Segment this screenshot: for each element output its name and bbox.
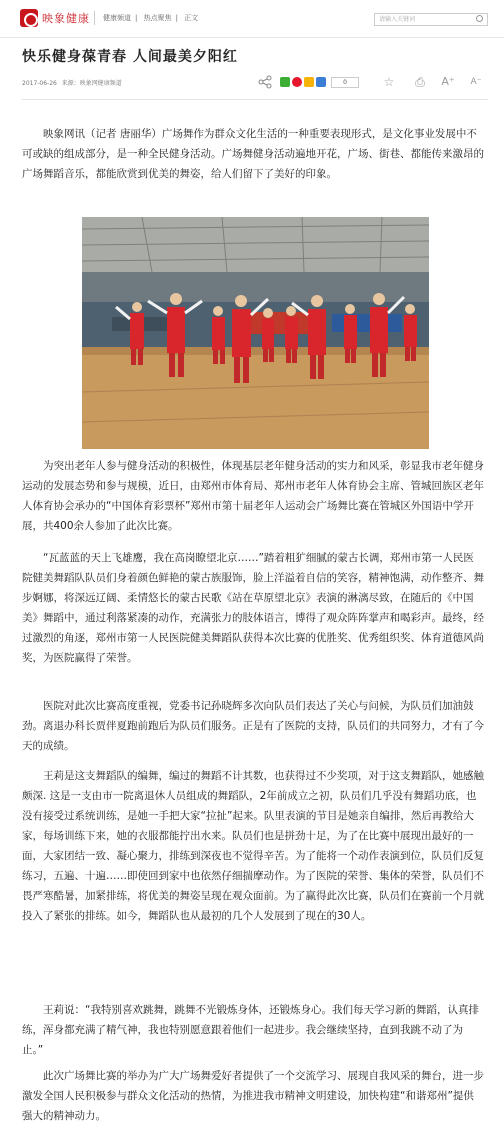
top-navigation-bar [0, 0, 504, 38]
site-logo-text[interactable]: 映象健康 [42, 12, 90, 25]
wechat-share-icon[interactable] [280, 77, 290, 87]
article-paragraph: 映象网讯（记者 唐丽华）广场舞作为群众文化生活的一种重要表现形式，是文化事业发展中不可或缺的组成部分，是一种全民健身活动。广场舞健身活动遍地开花，广场、街巷、都能传来激昂的广场舞蹈音乐，都能欣赏到优美的舞姿，给人们留下了美好的印象。 [22, 128, 484, 180]
article-paragraph: “瓦蓝蓝的天上飞雄鹰，我在高岗瞭望北京……”踏着粗犷细腻的蒙古长调，郑州市第一人民医院健美舞蹈队队员们身着颜色鲜艳的蒙古族服饰，脸上洋溢着自信的笑容，精神饱满，动作整齐、舞步婀娜，将深远辽阔、柔情悠长的蒙古民歌《站在草原望北京》表演的淋漓尽致，在随后的《中国美》舞蹈中，通过利落紧凑的动作，充满张力的肢体语言，博得了观众阵阵掌声和喝彩声。最终，经过激烈的角逐，郑州市第一人民医院健美舞蹈队获得本次比赛的优胜奖、优秀组织奖、体育道德风尚奖，为医院赢得了荣誉。 [22, 552, 484, 664]
favorite-star-icon[interactable]: ☆ [383, 75, 395, 89]
breadcrumb: 健康频道 | 热点聚焦 | 正文 [103, 14, 199, 22]
font-decrease-icon[interactable]: A⁻ [470, 77, 482, 87]
share-count: 0 [331, 77, 359, 88]
article-paragraph: 此次广场舞比赛的举办为广大广场舞爱好者提供了一个交流学习、展现自我风采的舞台，进一步激发全国人民积极参与群众文化活动的热情，为推进我市精神文明建设，加快构建“和谐郑州”提供强大的精神动力。 [22, 1070, 484, 1122]
article-paragraph: 为突出老年人参与健身活动的积极性，体现基层老年健身活动的实力和风采，彰显我市老年健身运动的发展态势和参与规模，近日，由郑州市体育局、郑州市老年人体育协会主席、管城回族区老年人体育协会承办的“中国体育彩票杯”郑州市第十届老年人运动会广场舞比赛在管城区外国语中学开展，共400余人参加了此次比赛。 [22, 460, 484, 532]
share-buttons [280, 76, 359, 88]
article-meta [22, 78, 125, 87]
article-paragraph: 王莉是这支舞蹈队的编舞，编过的舞蹈不计其数，也获得过不少奖项，对于这支舞蹈队，她感触颇深. 这是一支由市一院离退休人员组成的舞蹈队，2年前成立之初，队员们几乎没有舞蹈功底，也没有接受过系统训练，是她一手把大家“拉扯”起来。队里表演的节目是她亲自编排，然后再教给大家，每场训练下来，她的衣服都能拧出水来。队员们也是拼劲十足，为了在比赛中展现出最好的一面，大家团结一致、凝心聚力，排练到深夜也不觉得辛苦。为了能将一个动作表演到位，队员们反复练习，五遍、十遍……即使回到家中也依然仔细揣摩动作。为了医院的荣誉、集体的荣誉，队员们不畏严寒酷暑，加紧排练，将优美的舞姿呈现在观众面前。为了赢得此次比赛，队员们在赛前一个月就投入了紧张的排练。如今，舞蹈队也从最初的几个人发展到了现在的30人。 [22, 770, 484, 922]
header-divider [94, 11, 95, 25]
weibo-share-icon[interactable] [292, 77, 302, 87]
article-source: 来源：映象网健康频道 [61, 80, 122, 87]
breadcrumb-health[interactable]: 健康频道 [103, 14, 131, 22]
breadcrumb-article: 正文 [184, 14, 199, 22]
article-paragraph: 医院对此次比赛高度重视，党委书记孙晓辉多次向队员们表达了关心与问候，为队员们加油鼓劲。离退办科长贾伴夏跑前跑后为队员们服务。正是有了医院的支持，队员们的共同努力，才有了今天的成绩。 [22, 700, 484, 752]
article-paragraph: 王莉说：“我特别喜欢跳舞，跳舞不光锻炼身体，还锻炼身心。我们每天学习新的舞蹈，认真排练，浑身都充满了精气神，我也特别愿意跟着他们一起进步。我会继续坚持，直到我跳不动了为止。” [22, 1004, 479, 1056]
article-photo-dancers [82, 217, 429, 449]
share-icon[interactable] [258, 75, 272, 89]
more-share-icon[interactable] [316, 77, 326, 87]
header-rule [22, 99, 488, 100]
search-icon[interactable] [476, 15, 483, 22]
print-icon[interactable]: ⎙ [415, 75, 425, 89]
article-date: 2017-06-26 [22, 80, 57, 87]
site-logo-icon[interactable] [20, 9, 38, 27]
breadcrumb-hot-focus[interactable]: 热点聚焦 [143, 14, 172, 22]
qzone-share-icon[interactable] [304, 77, 314, 87]
search-input[interactable] [374, 13, 488, 26]
font-increase-icon[interactable]: A⁺ [441, 75, 455, 88]
article-title: 快乐健身葆青春 人间最美夕阳红 [22, 49, 238, 65]
